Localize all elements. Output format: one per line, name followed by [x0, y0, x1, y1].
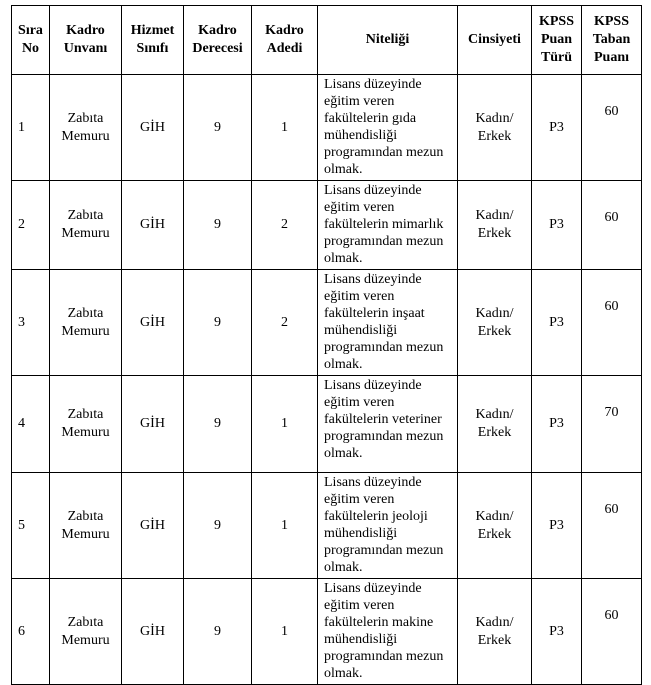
kadro-unvani-line: Memuru [61, 425, 110, 440]
cell-kpss-taban-puani [582, 579, 642, 685]
niteligi-text: Lisans düzeyinde eğitim veren fakültelerin makine mühendisliği programından mezun olmak. [324, 581, 444, 681]
cinsiyeti-line: Erkek [477, 323, 512, 339]
cell-cinsiyeti [458, 75, 532, 181]
cell-sira-no [12, 181, 50, 270]
header-label-line: KPSS [538, 14, 574, 29]
sira-no-value: 5 [18, 517, 25, 533]
kadro-derecesi-value: 9 [214, 119, 221, 135]
sira-no-value: 3 [18, 314, 25, 330]
cell-kadro-adedi [252, 270, 318, 376]
cell-niteligi [318, 75, 458, 181]
cinsiyeti-line: Erkek [477, 632, 512, 648]
cell-kpss-puan-turu [532, 270, 582, 376]
cell-kadro-adedi [252, 579, 318, 685]
kpss-puan-turu-value: P3 [549, 517, 564, 533]
cell-kadro-derecesi [184, 376, 252, 473]
cell-niteligi [318, 579, 458, 685]
cell-cinsiyeti [458, 270, 532, 376]
niteligi-text: Lisans düzeyinde eğitim veren fakültelerin mimarlık programından mezun olmak. [324, 183, 444, 266]
cell-kadro-unvani [50, 473, 122, 579]
header-kadro-adedi [252, 6, 318, 75]
cell-hizmet-sinifi [122, 75, 184, 181]
header-label-line: Türü [540, 50, 573, 65]
header-label-line: Puan [540, 32, 573, 47]
cinsiyeti-line: Kadın/ [475, 614, 514, 630]
cell-cinsiyeti [458, 376, 532, 473]
kadro-derecesi-value: 9 [214, 217, 221, 232]
table-body [12, 75, 642, 685]
staff-positions-table [11, 5, 642, 685]
header-label-line: Sınıfı [136, 41, 169, 56]
kadro-unvani-line: Zabıta [67, 110, 104, 126]
cell-kadro-derecesi [184, 473, 252, 579]
table-row [12, 579, 642, 685]
header-label-line: Unvanı [63, 41, 108, 56]
cell-kpss-puan-turu [532, 181, 582, 270]
kadro-adedi-value: 1 [281, 623, 288, 639]
cell-kpss-taban-puani [582, 270, 642, 376]
kadro-unvani-line: Zabıta [67, 614, 104, 630]
cell-cinsiyeti [458, 579, 532, 685]
cinsiyeti-line: Kadın/ [475, 305, 514, 321]
kpss-taban-puani-value: 60 [604, 299, 619, 314]
header-niteligi [318, 6, 458, 75]
cinsiyeti-line: Erkek [477, 425, 512, 440]
kadro-derecesi-value: 9 [214, 416, 221, 431]
cinsiyeti-line: Kadın/ [475, 110, 514, 126]
cell-hizmet-sinifi [122, 376, 184, 473]
kadro-unvani-line: Memuru [61, 226, 110, 241]
kpss-taban-puani-value: 60 [604, 104, 619, 119]
table-header [12, 6, 642, 75]
cell-cinsiyeti [458, 181, 532, 270]
cell-kpss-taban-puani [582, 376, 642, 473]
kadro-unvani-line: Zabıta [67, 208, 104, 223]
niteligi-text: Lisans düzeyinde eğitim veren fakültelerin gıda mühendisliği programından mezun olmak. [324, 77, 444, 177]
cell-kadro-derecesi [184, 270, 252, 376]
cell-hizmet-sinifi [122, 181, 184, 270]
header-label-line: No [21, 41, 40, 56]
header-row [12, 6, 642, 75]
header-label-line: Sıra [18, 23, 43, 38]
cell-kadro-derecesi [184, 181, 252, 270]
kadro-unvani-line: Memuru [61, 128, 110, 144]
hizmet-sinifi-value: GİH [140, 517, 165, 533]
cell-kadro-adedi [252, 181, 318, 270]
cell-kadro-adedi [252, 376, 318, 473]
header-kadro-unvani [50, 6, 122, 75]
cinsiyeti-line: Erkek [477, 526, 512, 542]
kadro-unvani-line: Memuru [61, 632, 110, 648]
cell-kpss-taban-puani [582, 75, 642, 181]
kpss-taban-puani-value: 70 [604, 405, 619, 420]
kadro-adedi-value: 1 [281, 416, 288, 431]
cell-kpss-puan-turu [532, 75, 582, 181]
kpss-puan-turu-value: P3 [549, 314, 564, 330]
cell-kadro-adedi [252, 75, 318, 181]
cell-kpss-puan-turu [532, 579, 582, 685]
cell-sira-no [12, 270, 50, 376]
cell-niteligi [318, 376, 458, 473]
table-row [12, 473, 642, 579]
hizmet-sinifi-value: GİH [140, 416, 165, 431]
header-kadro-derecesi [184, 6, 252, 75]
cell-kpss-taban-puani [582, 181, 642, 270]
cinsiyeti-line: Erkek [477, 128, 512, 144]
cell-sira-no [12, 75, 50, 181]
kpss-taban-puani-value: 60 [604, 608, 619, 623]
sira-no-value: 2 [18, 217, 25, 232]
header-label-line: Puanı [593, 50, 629, 65]
cell-kpss-taban-puani [582, 473, 642, 579]
table-row [12, 181, 642, 270]
hizmet-sinifi-value: GİH [140, 314, 165, 330]
cell-kadro-unvani [50, 579, 122, 685]
header-sira-no [12, 6, 50, 75]
hizmet-sinifi-value: GİH [140, 119, 165, 135]
kadro-adedi-value: 1 [281, 119, 288, 135]
kadro-derecesi-value: 9 [214, 314, 221, 330]
kadro-derecesi-value: 9 [214, 517, 221, 533]
cell-kadro-adedi [252, 473, 318, 579]
cell-kadro-unvani [50, 181, 122, 270]
sira-no-value: 1 [18, 119, 25, 135]
kpss-taban-puani-value: 60 [604, 502, 619, 517]
cinsiyeti-line: Kadın/ [475, 407, 514, 422]
hizmet-sinifi-value: GİH [140, 623, 165, 639]
header-label-line: Kadro [198, 23, 237, 38]
niteligi-text: Lisans düzeyinde eğitim veren fakültelerin jeoloji mühendisliği programından mezun olmak. [324, 475, 444, 575]
header-label-line: Derecesi [192, 41, 243, 56]
kadro-unvani-line: Zabıta [67, 407, 104, 422]
table-row [12, 376, 642, 473]
cell-kadro-derecesi [184, 579, 252, 685]
table-row [12, 75, 642, 181]
cell-kadro-unvani [50, 376, 122, 473]
header-label-line: Adedi [266, 41, 303, 56]
hizmet-sinifi-value: GİH [140, 217, 165, 232]
header-label-line: Hizmet [130, 23, 175, 38]
cell-sira-no [12, 579, 50, 685]
table-row [12, 270, 642, 376]
cell-niteligi [318, 181, 458, 270]
niteligi-text: Lisans düzeyinde eğitim veren fakültelerin inşaat mühendisliği programından mezun olmak. [324, 272, 444, 372]
header-kpss-taban-puani [582, 6, 642, 75]
kadro-unvani-line: Memuru [61, 526, 110, 542]
cell-kpss-puan-turu [532, 376, 582, 473]
cinsiyeti-line: Erkek [477, 226, 512, 241]
kadro-adedi-value: 2 [281, 217, 288, 232]
cell-kpss-puan-turu [532, 473, 582, 579]
cell-hizmet-sinifi [122, 270, 184, 376]
header-label-line: Niteliği [365, 32, 410, 47]
sira-no-value: 4 [18, 416, 25, 431]
header-label-line: Cinsiyeti [468, 32, 521, 47]
cell-kadro-derecesi [184, 75, 252, 181]
header-cinsiyeti [458, 6, 532, 75]
cinsiyeti-line: Kadın/ [475, 508, 514, 524]
kpss-puan-turu-value: P3 [549, 217, 564, 232]
header-hizmet-sinifi [122, 6, 184, 75]
niteligi-text: Lisans düzeyinde eğitim veren fakültelerin veteriner programından mezun olmak. [324, 378, 444, 461]
kpss-puan-turu-value: P3 [549, 623, 564, 639]
kpss-puan-turu-value: P3 [549, 119, 564, 135]
kadro-unvani-line: Zabıta [67, 305, 104, 321]
kadro-unvani-line: Memuru [61, 323, 110, 339]
cell-hizmet-sinifi [122, 579, 184, 685]
cell-sira-no [12, 473, 50, 579]
header-label-line: KPSS [593, 14, 629, 29]
cell-kadro-unvani [50, 75, 122, 181]
header-label-line: Kadro [265, 23, 304, 38]
sira-no-value: 6 [18, 623, 25, 639]
kpss-taban-puani-value: 60 [604, 210, 619, 225]
cell-niteligi [318, 270, 458, 376]
kadro-unvani-line: Zabıta [67, 508, 104, 524]
cell-sira-no [12, 376, 50, 473]
cell-kadro-unvani [50, 270, 122, 376]
cell-cinsiyeti [458, 473, 532, 579]
header-label-line: Kadro [66, 23, 105, 38]
kadro-adedi-value: 1 [281, 517, 288, 533]
header-label-line: Taban [592, 32, 631, 47]
kadro-derecesi-value: 9 [214, 623, 221, 639]
kpss-puan-turu-value: P3 [549, 416, 564, 431]
kadro-adedi-value: 2 [281, 314, 288, 330]
header-kpss-puan-turu [532, 6, 582, 75]
cell-niteligi [318, 473, 458, 579]
cinsiyeti-line: Kadın/ [475, 208, 514, 223]
cell-hizmet-sinifi [122, 473, 184, 579]
